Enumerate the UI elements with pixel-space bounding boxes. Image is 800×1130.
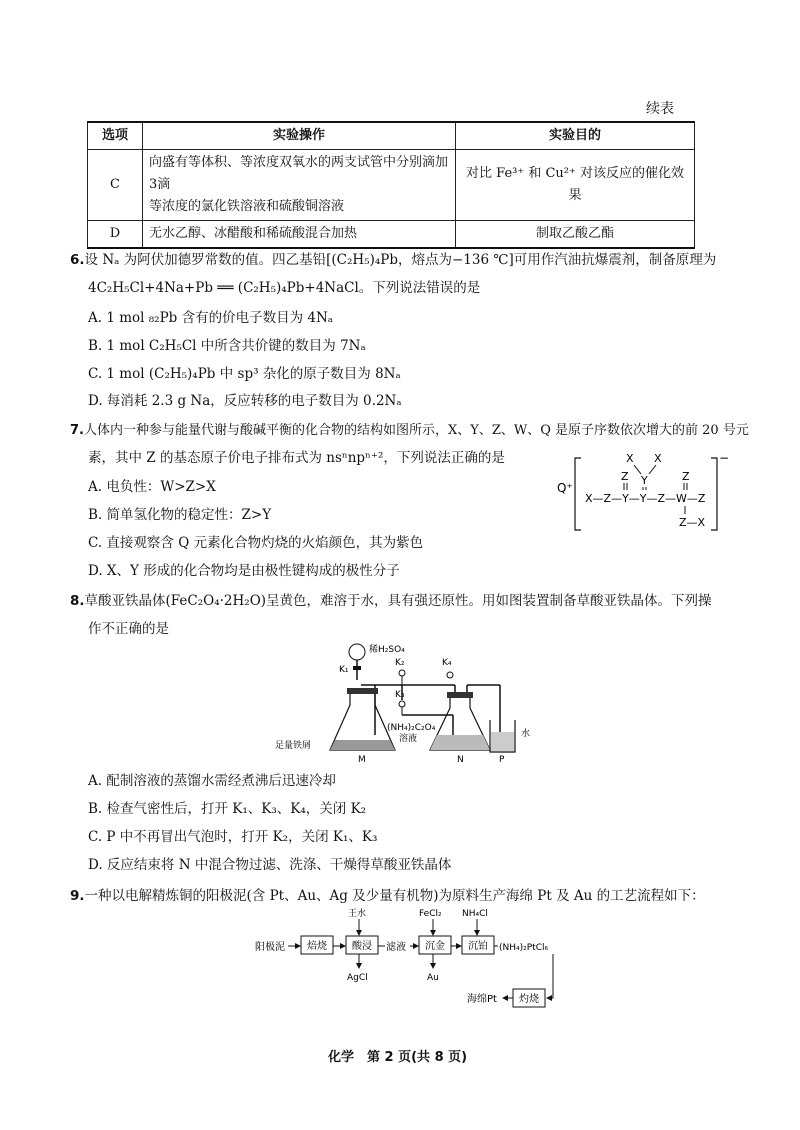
q6-stem-line: 6.设 Nₐ 为阿伏加德罗常数的值。四乙基铅[(C₂H₅)₄Pb，熔点为−136 ℃]可用作汽油抗爆震剂，制备原理为: [70, 252, 717, 268]
q7-cation-label: Q⁺: [557, 481, 573, 495]
flow-reagent-aqua-regia: 王水: [348, 909, 367, 919]
q7-top-y: Y: [641, 474, 648, 487]
table-cell-purpose: 对比 Fe³⁺ 和 Cu²⁺ 对该反应的催化效果: [456, 150, 695, 221]
q6-option-d[interactable]: D. 每消耗 2.3 g Na，反应转移的电子数目为 0.2Nₐ: [88, 393, 402, 409]
sol1-label: (NH₄)₂C₂O₄: [387, 723, 436, 733]
beaker-p-label: P: [499, 755, 505, 765]
q7-main-chain: X—Z—Y—Y—Z—W—Z: [585, 492, 706, 505]
continued-label: 续表: [646, 101, 674, 117]
q9-flow-diagram: [255, 908, 565, 1008]
flow-start: 阳极泥: [255, 942, 285, 953]
q8-stem-line: 8.草酸亚铁晶体(FeC₂O₄·2H₂O)呈黄色，难溶于水，具有强还原性。用如图装置制备草酸亚铁晶体。下列操: [70, 593, 712, 609]
q7-top-z2: Z: [682, 470, 690, 483]
acid-label: 稀H₂SO₄: [369, 645, 405, 655]
k4-label: K₄: [442, 658, 452, 668]
q8-apparatus-diagram: [275, 640, 545, 765]
k4-valve-icon: [447, 672, 453, 678]
experiment-table: [87, 121, 695, 249]
k2-label: K₂: [395, 658, 405, 668]
table-header-row: [88, 122, 695, 150]
flask-n-label: N: [457, 755, 464, 765]
flow-step-platinum: 沉铂: [468, 941, 488, 952]
q6-stem-line: 4C₂H₅Cl+4Na+Pb ══ (C₂H₅)₄Pb+4NaCl。下列说法错误的是: [88, 280, 481, 296]
water-label: 水: [521, 729, 531, 739]
iron-label: 足量铁屑: [275, 741, 312, 751]
q7-tail-chain: Z—X: [679, 516, 706, 529]
table-cell-option: C: [88, 150, 143, 221]
flow-product: (NH₄)₂PtCl₆: [499, 943, 549, 953]
k3-label: K₃: [395, 690, 405, 700]
flow-step-calcine: 灼烧: [519, 994, 539, 1005]
q7-top-x1: X: [626, 452, 634, 465]
table-row: [88, 150, 695, 221]
table-row: [88, 221, 695, 249]
q8-number: 8.: [70, 593, 85, 609]
q7-charge-label: −: [719, 451, 730, 465]
q9-number: 9.: [70, 888, 85, 904]
q7-top-z1: Z: [621, 470, 629, 483]
q8-stem-line: 作不正确的是: [88, 621, 169, 637]
k3-valve-icon: [399, 701, 405, 707]
q7-option-c[interactable]: C. 直接观察含 Q 元素化合物灼烧的火焰颜色，其为紫色: [88, 535, 424, 551]
sol2-label: 溶液: [399, 734, 418, 744]
q8-option-b[interactable]: B. 检查气密性后，打开 K₁、K₃、K₄，关闭 K₂: [88, 801, 367, 817]
q7-number: 7.: [70, 423, 84, 438]
k2-valve-icon: [399, 670, 405, 676]
q7-option-a[interactable]: A. 电负性：W>Z>X: [88, 479, 216, 495]
q6-option-a[interactable]: A. 1 mol ₈₂Pb 含有的价电子数目为 4Nₐ: [88, 310, 333, 326]
q8-option-c[interactable]: C. P 中不再冒出气泡时，打开 K₂，关闭 K₁、K₃: [88, 829, 378, 845]
q6-option-c[interactable]: C. 1 mol (C₂H₅)₄Pb 中 sp³ 杂化的原子数目为 8Nₐ: [88, 366, 401, 382]
table-cell-operation: 无水乙醇、冰醋酸和稀硫酸混合加热: [143, 221, 456, 249]
table-header-purpose: 实验目的: [456, 122, 695, 150]
flow-output-agcl: AgCl: [347, 973, 368, 983]
q7-stem-line: 素，其中 Z 的基态原子价电子排布式为 nsⁿnpⁿ⁺²，下列说法正确的是: [88, 450, 505, 466]
operation-line: 向盛有等体积、等浓度双氧水的两支试管中分别滴加3滴: [149, 155, 449, 192]
flow-reagent-fecl2: FeCl₂: [419, 909, 442, 919]
flow-output-au: Au: [427, 973, 439, 983]
table-cell-option: D: [88, 221, 143, 249]
operation-line: 等浓度的氯化铁溶液和硫酸铜溶液: [149, 199, 345, 214]
k1-label: K₁: [339, 665, 349, 675]
q9-stem-line: 9.一种以电解精炼铜的阳极泥(含 Pt、Au、Ag 及少量有机物)为原料生产海绵 Pt 及 Au 的工艺流程如下：: [70, 888, 705, 904]
q7-structure-diagram: [555, 450, 740, 535]
flow-step-gold: 沉金: [425, 941, 445, 952]
flow-reagent-nh4cl: NH₄Cl: [462, 909, 488, 919]
q7-option-d[interactable]: D. X、Y 形成的化合物均是由极性键构成的极性分子: [88, 563, 400, 579]
q7-option-b[interactable]: B. 简单氢化物的稳定性：Z>Y: [88, 507, 272, 523]
table-cell-operation: [143, 150, 456, 221]
page-footer: 化学 第 2 页(共 8 页): [328, 1050, 468, 1065]
q6-option-b[interactable]: B. 1 mol C₂H₅Cl 中所含共价键的数目为 7Nₐ: [88, 338, 366, 354]
flow-step-acid-leach: 酸浸: [352, 941, 372, 952]
flow-end: 海绵Pt: [467, 994, 497, 1005]
flow-step-roast: 焙烧: [307, 941, 327, 952]
table-cell-purpose: 制取乙酸乙酯: [456, 221, 695, 249]
q7-stem-line: 7.人体内一种参与能量代谢与酸碱平衡的化合物的结构如图所示，X、Y、Z、W、Q 是原子序数依次增大的前 20 号元: [70, 423, 749, 438]
q8-option-d[interactable]: D. 反应结束将 N 中混合物过滤、洗涤、干燥得草酸亚铁晶体: [88, 857, 452, 873]
table-header-option: 选项: [88, 122, 143, 150]
q7-top-x2: X: [654, 452, 662, 465]
flask-m-label: M: [358, 755, 366, 765]
q8-option-a[interactable]: A. 配制溶液的蒸馏水需经煮沸后迅速冷却: [88, 773, 336, 789]
q6-number: 6.: [70, 252, 85, 268]
table-header-operation: 实验操作: [143, 122, 456, 150]
flow-filtrate: 滤液: [386, 942, 406, 953]
